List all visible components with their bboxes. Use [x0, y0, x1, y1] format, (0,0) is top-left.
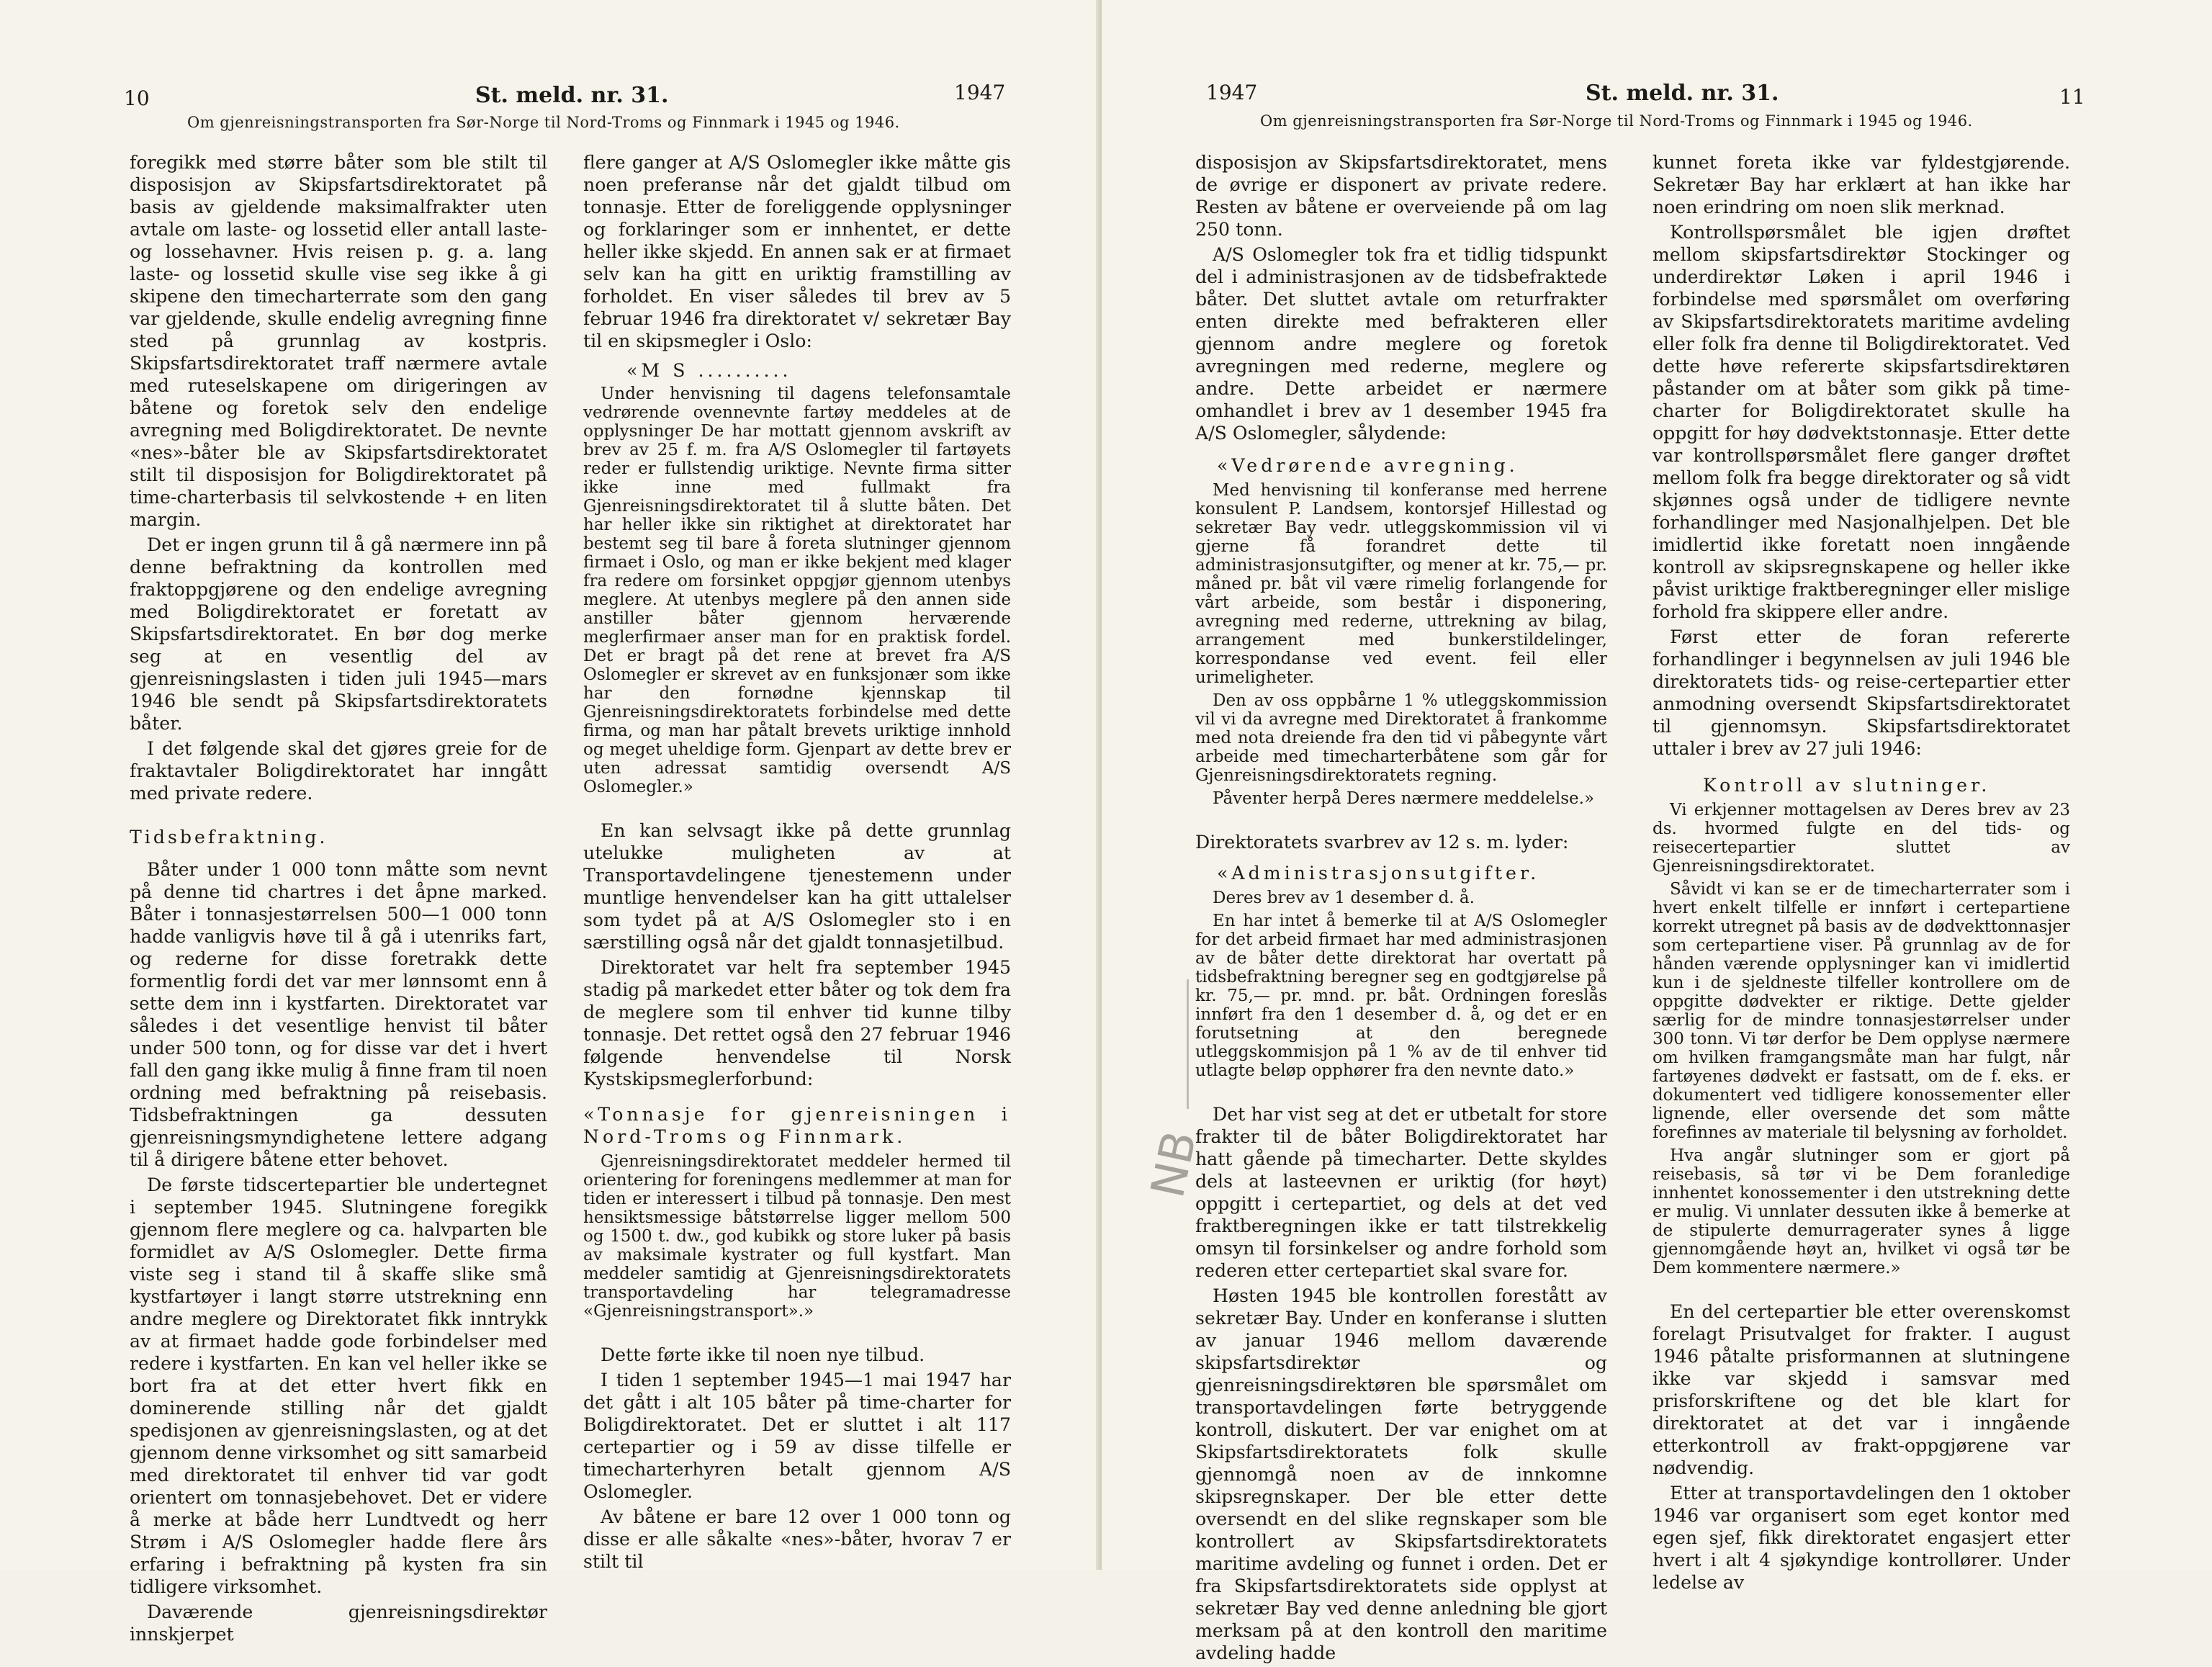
- text-column-1: [1195, 151, 1607, 1667]
- quoted-letter: Under henvisning til dagens telefonsamtale vedrørende ovennevnte fartøy meddeles at de opplysninger De har mottatt gjennom avskrift av brev av 25 f. m. fra A/S Oslomegler til fartøyets reder er fullstendig uriktige. Nevnte firma sitter ikke inne med fullmakt fra Gjenreisningsdirektoratet til å slutte båten. Det har heller ikke sin riktighet at direktoratet har bestemt seg til bare å foreta slutninger gjennom firmaet i Oslo, og man er ikke bekjent med klager fra redere om forsinket oppgjør gjennom utenbys meglere. At utenbys meglere på den annen side anstiller båter gjennom herværende meglerfirmaer anser man for en praktisk fordel. Det er bragt på det rene at brevet fra A/S Oslomegler er skrevet av en funksjonær som ikke har den fornødne kjennskap til Gjenreisningsdirektoratets forbindelse med dette firma, og man har påtalt brevets uriktige innhold og meget uheldige form. Gjenpart av dette brev er uten adressat samtidig oversendt A/S Oslomegler.»: [583, 385, 1011, 796]
- quoted-letter: En har intet å bemerke til at A/S Oslomegler for det arbeid firmaet har med administrasjonen av de båter dette direktorat har overtatt på tidsbefraktning beregner seg en godtgjørelse på kr. 75,— pr. mnd. pr. båt. Ordningen foreslås innført fra den 1 desember d. å, og det er en forutsetning at den beregnede utleggskommisjon på 1 % av de til enhver tid utlagte beløp opphører fra den nevnte dato.»: [1195, 912, 1607, 1080]
- quoted-letter: Med henvisning til konferanse med herrene konsulent P. Landsem, kontorsjef Hillestad og sekretær Bay vedr. utleggskommission vil vi gjerne få forandret dette til administrasjonsutgifter, og mener at kr. 75,— pr. måned pr. båt vil være rimelig forlangende for vårt arbeide, som består i disponering, avregning med rederne, uttrekning av bilag, arrangement med bunkerstildelinger, korrespondanse ved event. feil eller urimeligheter.: [1195, 481, 1607, 687]
- paragraph: Dette førte ikke til noen nye tilbud.: [601, 1344, 925, 1365]
- letter-heading: «Administrasjonsutgifter.: [1217, 863, 1540, 884]
- margin-annotation: NB: [1141, 1126, 1208, 1203]
- paragraph: Først etter de foran refererte forhandlinger i begynnelsen av juli 1946 ble direktoratets tids- og reise-certepartier etter anmodning oversendt Skipsfartsdirektoratet til gjennomsyn. Skipsfartsdirektoratet uttaler i brev av 27 juli 1946:: [1653, 626, 2070, 759]
- letter-heading: «Tonnasje for gjenreisningen i Nord-Troms og Finnmark.: [583, 1104, 1011, 1147]
- running-title: St. meld. nr. 31.: [1586, 81, 1779, 106]
- paragraph: En kan selvsagt ikke på dette grunnlag utelukke muligheten av at Transportavdelingene tjenestemenn under muntlige henvendelser kan ha gitt uttalelser som tydet på at A/S Oslomegler sto i en særstilling også når det gjaldt tonnasjetilbud.: [583, 820, 1011, 953]
- paragraph: Direktoratet var helt fra september 1945 stadig på markedet etter båter og tok dem fra de meglere som til enhver tid kunne tilby tonnasje. Det rettet også den 27 februar 1946 følgende henvendelse til Norsk Kystskipsmeglerforbund:: [583, 957, 1011, 1089]
- quoted-letter: Hva angår slutninger som er gjort på reisebasis, så tør vi be Dem foranledige innhentet konossementer i den utstrekning dette er mulig. Vi unnlater dessuten ikke å bemerke at de stipulerte demurragerater synes å ligge gjennomgående høyt an, hvilket vi også tør be Dem kommentere nærmere.»: [1653, 1146, 2070, 1277]
- subtitle: Om gjenreisningstransporten fra Sør-Norge til Nord-Troms og Finnmark i 1945 og 1946.: [187, 114, 900, 131]
- letter-heading: «M S ..........: [626, 360, 792, 381]
- paragraph: A/S Oslomegler tok fra et tidlig tidspunkt del i administrasjonen av de tidsbefraktede båter. Det sluttet avtale om returfrakter enten direkte med befrakteren eller gjennom andre meglere og foretok avregningen med rederne, meglere og andre. Dette arbeidet er nærmere omhandlet i brev av 1 desember 1945 fra A/S Oslomegler, sålydende:: [1195, 244, 1607, 444]
- paragraph: Direktoratets svarbrev av 12 s. m. lyder:: [1195, 832, 1569, 853]
- quoted-letter: Påventer herpå Deres nærmere meddelelse.»: [1213, 789, 1595, 808]
- running-title: St. meld. nr. 31.: [475, 83, 669, 108]
- quoted-letter: Såvidt vi kan se er de timecharterrater som i hvert enkelt tilfelle er innført i certepartiene korrekt utregnet på basis av de dødvekttonnasjer som certepartiene viser. På grunnlag av de for hånden værende opplysninger kan vi imidlertid kun i de sjeldneste tilfeller kontrollere om de oppgitte dødvekter er riktige. Dette gjelder særlig for de mindre tonnasjestørrelser under 300 tonn. Vi tør derfor be Dem opplyse nærmere om hvilken framgangsmåte man har fulgt, når fartøyenes dødvekt er fastsatt, om de f. eks. er dokumentert ved tidligere konossementer eller lignende, eller oversende det som måtte forefinnes av materiale til belysning av forholdet.: [1653, 880, 2070, 1142]
- quoted-letter: Deres brev av 1 desember d. å.: [1213, 889, 1475, 907]
- paragraph: Kontrollspørsmålet ble igjen drøftet mellom skipsfartsdirektør Stockinger og underdirektør Løken i april 1946 i forbindelse med spørsmålet om overføring av Skipsfartsdirektoratets maritime avdeling eller folk fra denne til Boligdirektoratet. Ved dette høve refererte skipsfartsdirektøren påstander om at båter som gikk på time-charter for Boligdirektoratet skulle ha oppgitt for høy dødvektstonnasje. Etter dette var kontrollspørsmålet flere ganger drøftet mellom folk fra begge direktorater og så vidt skjønnes også under de tidligere nevnte forhandlinger med Nasjonalhjelpen. Det ble imidlertid ikke foretatt noen inngående kontroll av skipsregnskapene og heller ikke påvist uriktige fraktberegninger eller mislige forhold fra skippere eller andre.: [1653, 222, 2070, 622]
- year: 1947: [954, 81, 1006, 104]
- section-heading: Tidsbefraktning.: [130, 827, 328, 848]
- left-page: [0, 0, 1102, 1645]
- paragraph: disposisjon av Skipsfartsdirektoratet, mens de øvrige er disponert av private redere. Resten av båtene er overveiende på om lag 250 tonn.: [1195, 152, 1607, 240]
- paragraph: Daværende gjenreisningsdirektør innskjerpet: [130, 1601, 547, 1645]
- text-column-1: [130, 151, 547, 1648]
- paragraph: Det har vist seg at det er utbetalt for store frakter til de båter Boligdirektoratet har hatt gående på timecharter. Dette skyldes dels at lasteevnen er uriktig (for høyt) oppgitt i certepartiet, og dels at det ved fraktberegningen ikke er tatt tilstrekkelig omsyn til forsinkelser og andre forhold som rederen etter certepartiet skal svare for.: [1195, 1104, 1607, 1281]
- paragraph: Båter under 1 000 tonn måtte som nevnt på denne tid chartres i det åpne marked. Båter i tonnasjestørrelsen 500—1 000 tonn hadde vanligvis høve til å gå i utenriks fart, og rederne for disse foretrakk dette formentlig fordi det var mer lønnsomt enn å sette dem inn i kystfarten. Direktoratet var således i det vesentlige henvist til båter under 500 tonn, og for disse var det i hvert fall den gang ikke mulig å finne fram til noen ordning med befraktning på reisebasis. Tidsbefraktningen ga dessuten gjenreisningsmyndighetene lettere adgang til å dirigere båtene etter behovet.: [130, 859, 547, 1170]
- text-column-2: [583, 151, 1011, 1576]
- margin-pencil-line: [1187, 979, 1189, 1109]
- year: 1947: [1206, 81, 1258, 104]
- quoted-letter: Den av oss oppbårne 1 % utleggskommission vil vi da avregne med Direktoratet å frankomme med nota dreiende fra den tid vi påbegynte vårt arbeide med timecharterbåtene som går for Gjenreisningsdirektoratets regning.: [1195, 691, 1607, 785]
- quoted-letter: Gjenreisningsdirektoratet meddeler hermed til orientering for foreningens medlemmer at man for tiden er interessert i tilbud på tonnasje. Den mest hensiktsmessige båtstørrelse ligger mellom 500 og 1500 t. dw., god kubikk og store luker på basis av maksimale kystrater og full kystfart. Man meddeler samtidig at Gjenreisningsdirektoratets transportavdeling har telegramadresse «Gjenreisningstransport».»: [583, 1152, 1011, 1321]
- paragraph: Høsten 1945 ble kontrollen forestått av sekretær Bay. Under en konferanse i slutten av januar 1946 mellom daværende skipsfartsdirektør og gjenreisningsdirektøren ble spørsmålet om transportavdelingen førte betryggende kontroll, diskutert. Der var enighet om at Skipsfartsdirektoratets folk skulle gjennomgå noen av de innkomne skipsregnskaper. Der ble etter dette oversendt en del slike regnskaper som ble kontrollert av Skipsfartsdirektoratets maritime avdeling og funnet i orden. Det er fra Skipsfartsdirektoratets side opplyst at sekretær Bay ved denne anledning ble gjort merksam på at den kontroll den maritime avdeling hadde: [1195, 1285, 1607, 1663]
- paragraph: kunnet foreta ikke var fyldestgjørende. Sekretær Bay har erklært at han ikke har noen erindring om noen slik merknad.: [1653, 152, 2070, 217]
- paragraph: En del certepartier ble etter overenskomst forelagt Prisutvalget for frakter. I august 1946 påtalte prisformannen at slutningene ikke var skjedd i samsvar med prisforskriftene og det ble klart for direktoratet at det var i inngående etterkontroll av frakt-oppgjørene var nødvendig.: [1653, 1301, 2070, 1478]
- right-page: [1102, 0, 2212, 1663]
- paragraph: flere ganger at A/S Oslomegler ikke måtte gis noen preferanse når det gjaldt tilbud om tonnasje. Etter de foreliggende opplysninger og forklaringer som er innhentet, er dette heller ikke skjedd. En annen sak er at firmaet selv kan ha gitt en uriktig framstilling av forholdet. En viser således til brev av 5 februar 1946 fra direktoratet v/ sekretær Bay til en skipsmegler i Oslo:: [583, 152, 1011, 351]
- paragraph: foregikk med større båter som ble stilt til disposisjon av Skipsfartsdirektoratet på basis av gjeldende maksimalfrakter uten avtale om laste- og lossetid eller antall laste- og lossehavner. Hvis reisen p. g. a. lang laste- og lossetid skulle vise seg ikke å gi skipene den timecharterrate som den gang var gjeldende, skulle endelig avregning finne sted på grunnlag av kostpris. Skipsfartsdirektoratet traff nærmere avtale med ruteselskapene om dirigeringen av båtene og foretok selv den endelige avregning med Boligdirektoratet. De nevnte «nes»-båter ble av Skipsfartsdirektoratet stilt til disposisjon for Boligdirektoratet på time-charterbasis til selvkostende + en liten margin.: [130, 152, 547, 530]
- letter-heading: Kontroll av slutninger.: [1703, 775, 1991, 796]
- subtitle: Om gjenreisningstransporten fra Sør-Norge til Nord-Troms og Finnmark i 1945 og 1946.: [1260, 112, 1973, 130]
- paragraph: Det er ingen grunn til å gå nærmere inn på denne befraktning da kontrollen med fraktoppgjørene og den endelige avregning med Boligdirektoratet er foretatt av Skipsfartsdirektoratet. En bør dog merke seg at en vesentlig del av gjenreisningslasten i tiden juli 1945—mars 1946 ble sendt på Skipsfartsdirektoratets båter.: [130, 534, 547, 734]
- paragraph: De første tidscertepartier ble undertegnet i september 1945. Slutningene foregikk gjennom flere meglere og ca. halvparten ble formidlet av A/S Oslomegler. Dette firma viste seg i stand til å skaffe slike små kystfartøyer i langt større utstrekning enn andre meglere og Direktoratet fikk inntrykk av at firmaet hadde gode forbindelser med redere i kystfarten. En kan vel heller ikke se bort fra at det etter hvert fikk en dominerende stilling når det gjaldt spedisjonen av gjenreisningslasten, og at det gjennom denne virksomhet og sitt samarbeid med direktoratet til enhver tid var godt orientert om tonnasjebehovet. Det er videre å merke at både herr Lundtvedt og herr Strøm i A/S Oslomegler hadde flere års erfaring i befraktning på kysten fra sin tidligere virksomhet.: [130, 1174, 547, 1597]
- paragraph: Av båtene er bare 12 over 1 000 tonn og disse er alle såkalte «nes»-båter, hvorav 7 er stilt til: [583, 1506, 1011, 1572]
- page-number: 11: [2059, 85, 2085, 109]
- page-number: 10: [124, 86, 150, 110]
- letter-heading: «Vedrørende avregning.: [1217, 455, 1519, 476]
- paragraph: Etter at transportavdelingen den 1 oktober 1946 var organisert som eget kontor med egen sjef, fikk direktoratet engasjert etter hvert i alt 4 sjøkyndige kontrollører. Under ledelse av: [1653, 1483, 2070, 1593]
- text-column-2: [1653, 151, 2070, 1596]
- paragraph: I tiden 1 september 1945—1 mai 1947 har det gått i alt 105 båter på time-charter for Boligdirektoratet. Det er sluttet i alt 117 certepartier og i 59 av disse tilfelle er timecharterhyren betalt gjennom A/S Oslomegler.: [583, 1370, 1011, 1502]
- paragraph: I det følgende skal det gjøres greie for de fraktavtaler Boligdirektoratet har inngått med private redere.: [130, 738, 547, 804]
- quoted-letter: Vi erkjenner mottagelsen av Deres brev av 23 ds. hvormed fulgte en del tids- og reisecertepartier sluttet av Gjenreisningsdirektoratet.: [1653, 801, 2070, 876]
